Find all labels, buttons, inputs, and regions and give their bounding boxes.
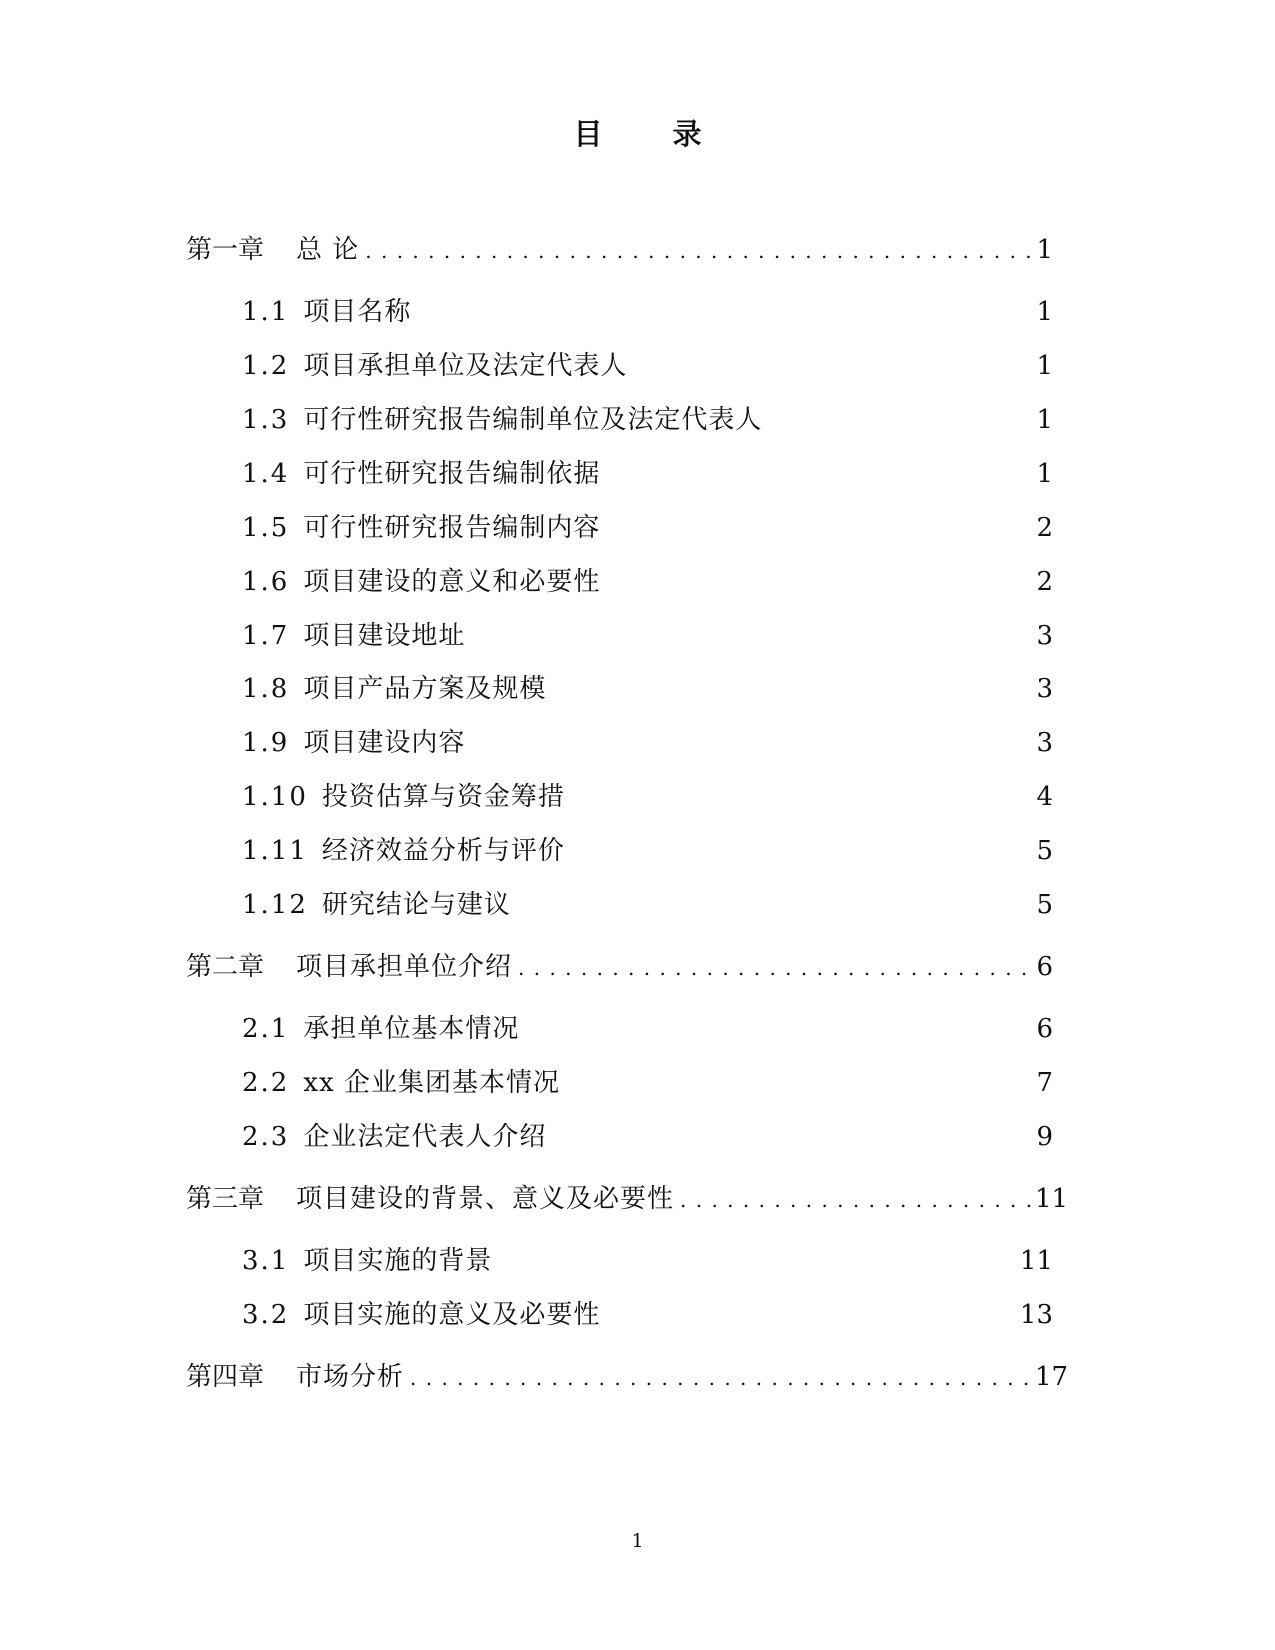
toc-section-entry[interactable] bbox=[242, 402, 1053, 438]
toc-section-entry[interactable] bbox=[242, 725, 1053, 761]
toc-section-entry[interactable] bbox=[242, 1119, 1053, 1155]
toc-section-entry[interactable] bbox=[242, 456, 1053, 492]
toc-entry-label: 项目承担单位及法定代表人 bbox=[303, 351, 628, 381]
toc-entry-label: 项目名称 bbox=[303, 297, 412, 327]
toc-chapter-entry[interactable] bbox=[186, 949, 1053, 985]
toc-entry-number: 1.5 bbox=[242, 513, 290, 543]
toc-entry-page-number: 3 bbox=[1036, 728, 1053, 758]
toc-entry-label: 企业法定代表人介绍 bbox=[303, 1122, 547, 1152]
toc-entry-page-number: 5 bbox=[1036, 836, 1053, 866]
toc-entry-page-number: 5 bbox=[1036, 890, 1053, 920]
toc-entry-page-number: 17 bbox=[1035, 1362, 1069, 1392]
toc-chapter-entry[interactable] bbox=[186, 1359, 1069, 1395]
toc-entry-page-number: 7 bbox=[1036, 1068, 1053, 1098]
toc-entry-page-number: 3 bbox=[1036, 621, 1053, 651]
toc-entry-number: 1.9 bbox=[242, 728, 290, 758]
toc-entry-number: 1.7 bbox=[242, 621, 290, 651]
footer-page-number: 1 bbox=[631, 1530, 644, 1552]
toc-section-entry[interactable] bbox=[242, 564, 1053, 600]
toc-entry-number: 1.2 bbox=[242, 351, 290, 381]
toc-entry-label: 总 论 bbox=[296, 235, 360, 265]
toc-entry-label: 可行性研究报告编制内容 bbox=[303, 513, 601, 543]
toc-entry-number: 第三章 bbox=[186, 1184, 265, 1214]
toc-entry-label: 投资估算与资金筹措 bbox=[321, 782, 565, 812]
toc-entry-page-number: 11 bbox=[1035, 1184, 1069, 1214]
toc-entry-page-number: 1 bbox=[1036, 235, 1053, 265]
toc-chapter-entry[interactable] bbox=[186, 1181, 1069, 1217]
toc-section-entry[interactable] bbox=[242, 1011, 1053, 1047]
toc-entry-label: 承担单位基本情况 bbox=[303, 1014, 520, 1044]
toc-entry-page-number: 1 bbox=[1036, 297, 1053, 327]
toc-entry-label: 项目建设的背景、意义及必要性 bbox=[296, 1184, 675, 1214]
toc-entry-label: 项目建设的意义和必要性 bbox=[303, 567, 601, 597]
toc-section-entry[interactable] bbox=[242, 671, 1053, 707]
toc-section-entry[interactable] bbox=[242, 779, 1053, 815]
toc-entry-number: 1.10 bbox=[242, 782, 308, 812]
dot-leader bbox=[410, 1360, 1031, 1396]
toc-entry-page-number: 6 bbox=[1036, 952, 1053, 982]
toc-entry-page-number: 3 bbox=[1036, 674, 1053, 704]
toc-entry-label: 项目承担单位介绍 bbox=[296, 952, 513, 982]
toc-entry-label: 研究结论与建议 bbox=[321, 890, 511, 920]
toc-entry-page-number: 1 bbox=[1036, 351, 1053, 381]
toc-entry-page-number: 2 bbox=[1036, 567, 1053, 597]
toc-entry-number: 2.2 bbox=[242, 1068, 290, 1098]
toc-section-entry[interactable] bbox=[242, 887, 1053, 923]
toc-entry-label: 项目实施的意义及必要性 bbox=[303, 1300, 601, 1330]
toc-title: 目 录 bbox=[573, 117, 732, 151]
toc-entry-number: 1.12 bbox=[242, 890, 308, 920]
toc-entry-page-number: 1 bbox=[1036, 459, 1053, 489]
toc-entry-label: 可行性研究报告编制依据 bbox=[303, 459, 601, 489]
toc-section-entry[interactable] bbox=[242, 1065, 1053, 1101]
toc-section-entry[interactable] bbox=[242, 510, 1053, 546]
toc-entry-label: 可行性研究报告编制单位及法定代表人 bbox=[303, 405, 763, 435]
toc-entry-page-number: 13 bbox=[1019, 1300, 1053, 1330]
toc-entry-number: 1.8 bbox=[242, 674, 290, 704]
toc-entry-label: 项目建设内容 bbox=[303, 728, 466, 758]
toc-section-entry[interactable] bbox=[242, 833, 1053, 869]
toc-entry-number: 1.3 bbox=[242, 405, 290, 435]
toc-entry-number: 第一章 bbox=[186, 235, 265, 265]
toc-entry-number: 1.4 bbox=[242, 459, 290, 489]
toc-entry-number: 2.3 bbox=[242, 1122, 290, 1152]
toc-entry-label: 市场分析 bbox=[296, 1362, 405, 1392]
dot-leader bbox=[680, 1182, 1031, 1218]
toc-entry-label: 项目产品方案及规模 bbox=[303, 674, 547, 704]
dot-leader bbox=[365, 233, 1031, 269]
toc-entry-page-number: 11 bbox=[1019, 1246, 1053, 1276]
toc-chapter-entry[interactable] bbox=[186, 232, 1053, 268]
toc-section-entry[interactable] bbox=[242, 348, 1053, 384]
toc-entry-page-number: 2 bbox=[1036, 513, 1053, 543]
toc-entry-number: 3.1 bbox=[242, 1246, 290, 1276]
toc-entry-number: 第二章 bbox=[186, 952, 265, 982]
toc-entry-page-number: 1 bbox=[1036, 405, 1053, 435]
toc-entry-label: 经济效益分析与评价 bbox=[321, 836, 565, 866]
toc-entry-page-number: 9 bbox=[1036, 1122, 1053, 1152]
toc-section-entry[interactable] bbox=[242, 618, 1053, 654]
toc-entry-label: 项目实施的背景 bbox=[303, 1246, 493, 1276]
toc-entry-number: 3.2 bbox=[242, 1300, 290, 1330]
toc-entry-label: 项目建设地址 bbox=[303, 621, 466, 651]
toc-entry-page-number: 6 bbox=[1036, 1014, 1053, 1044]
dot-leader bbox=[518, 950, 1031, 986]
toc-entry-number: 1.1 bbox=[242, 297, 290, 327]
toc-entry-label: xx 企业集团基本情况 bbox=[303, 1068, 560, 1098]
toc-section-entry[interactable] bbox=[242, 294, 1053, 330]
toc-entry-page-number: 4 bbox=[1036, 782, 1053, 812]
toc-entry-number: 2.1 bbox=[242, 1014, 290, 1044]
toc-entry-number: 第四章 bbox=[186, 1362, 265, 1392]
toc-section-entry[interactable] bbox=[242, 1243, 1053, 1279]
toc-section-entry[interactable] bbox=[242, 1297, 1053, 1333]
toc-entry-number: 1.11 bbox=[242, 836, 308, 866]
toc-entry-number: 1.6 bbox=[242, 567, 290, 597]
